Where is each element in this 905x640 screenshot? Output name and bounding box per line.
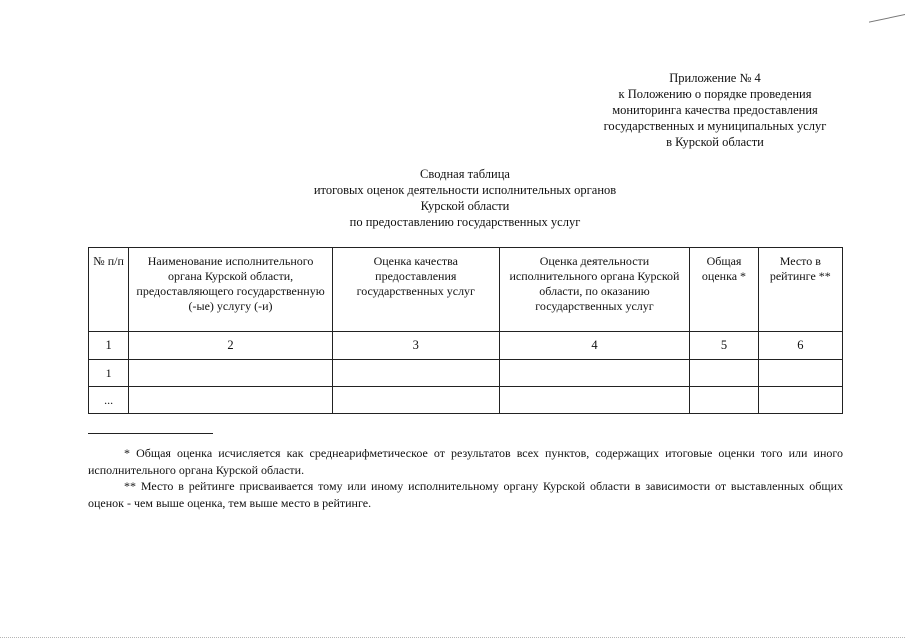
- header-total-score: Общая оценка *: [690, 248, 758, 332]
- footnotes: [88, 445, 843, 511]
- page-corner-fold: [869, 0, 905, 23]
- appendix-heading: [560, 70, 870, 150]
- column-number-cell: 6: [758, 332, 842, 360]
- appendix-line: государственных и муниципальных услуг: [603, 119, 827, 133]
- appendix-line: Приложение № 4: [669, 71, 761, 85]
- title-line: Курской области: [420, 199, 510, 213]
- table-cell: [332, 387, 499, 414]
- header-activity-score: Оценка деятельности исполнительного органа Курской области, по оказанию государственных услуг: [499, 248, 690, 332]
- table-cell: ...: [89, 387, 129, 414]
- document-title: [240, 166, 690, 230]
- column-number-cell: 3: [332, 332, 499, 360]
- appendix-line: мониторинга качества предоставления: [612, 103, 818, 117]
- footnote-total-score: * Общая оценка исчисляется как среднеарифметическое от результатов всех пунктов, содержащих итоговые оценки того или иного исполнительного органа Курской области.: [88, 446, 843, 477]
- table-cell: 1: [89, 360, 129, 387]
- table-cell: [690, 360, 758, 387]
- title-line: по предоставлению государственных услуг: [349, 215, 581, 229]
- page-bottom-edge: [0, 636, 905, 638]
- title-line: Сводная таблица: [420, 167, 510, 181]
- table-header-row: [89, 248, 843, 332]
- table-cell: [499, 387, 690, 414]
- header-organ-name: Наименование исполнительного органа Курской области, предоставляющего государственную (-ые) услугу (-и): [129, 248, 333, 332]
- header-rating-place: Место в рейтинге **: [758, 248, 842, 332]
- table-cell: [499, 360, 690, 387]
- column-number-cell: 1: [89, 332, 129, 360]
- table-cell: [758, 360, 842, 387]
- table-cell: [758, 387, 842, 414]
- table-row: [89, 387, 843, 414]
- table-cell: [690, 387, 758, 414]
- appendix-line: к Положению о порядке проведения: [618, 87, 812, 101]
- column-number-cell: 5: [690, 332, 758, 360]
- table-cell: [129, 360, 333, 387]
- appendix-line: в Курской области: [666, 135, 764, 149]
- title-line: итоговых оценок деятельности исполнительных органов: [313, 183, 617, 197]
- table-cell: [332, 360, 499, 387]
- footnote-rating-place: ** Место в рейтинге присваивается тому или иному исполнительному органу Курской области в зависимости от выставленных общих оценок - чем выше оценка, тем выше место в рейтинге.: [88, 479, 843, 510]
- column-number-cell: 2: [129, 332, 333, 360]
- summary-table: [88, 247, 843, 414]
- table-cell: [129, 387, 333, 414]
- header-number: № п/п: [89, 248, 129, 332]
- header-quality-score: Оценка качества предоставления государственных услуг: [332, 248, 499, 332]
- footnote-divider: [88, 433, 213, 434]
- column-number-cell: 4: [499, 332, 690, 360]
- table-row: [89, 360, 843, 387]
- column-numbers-row: [89, 332, 843, 360]
